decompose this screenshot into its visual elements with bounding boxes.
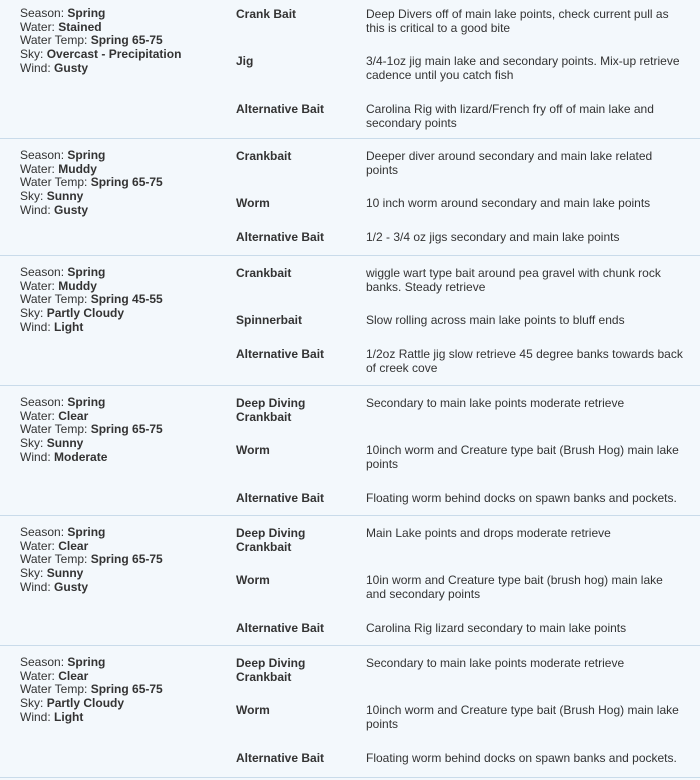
sky-value: Partly Cloudy: [46, 306, 125, 321]
season-label: Season:: [20, 655, 65, 669]
season-label: Season:: [20, 265, 65, 279]
bait-description: Carolina Rig with lizard/French fry off of main lake and secondary points: [366, 102, 654, 130]
bait-name: Crank Bait: [236, 7, 297, 21]
season-label: Season:: [20, 6, 65, 20]
bait-description: Carolina Rig lizard secondary to main lake points: [366, 621, 627, 635]
bait-description: 10inch worm and Creature type bait (Brush Hog) main lake points: [366, 703, 679, 731]
bait-description: Secondary to main lake points moderate retrieve: [366, 396, 625, 410]
table-row: [0, 516, 700, 646]
bait-description: 3/4-1oz jig main lake and secondary points. Mix-up retrieve cadence until you catch fish: [366, 54, 680, 82]
water-value: Clear: [58, 538, 89, 553]
conditions-cell: [20, 396, 163, 465]
water-label: Water:: [20, 161, 55, 176]
bait-description: wiggle wart type bait around pea gravel with chunk rock banks. Steady retrieve: [366, 266, 661, 294]
water-label: Water:: [20, 408, 55, 423]
bait-name: Crankbait: [236, 266, 292, 280]
bait-description: Main Lake points and drops moderate retrieve: [366, 526, 611, 540]
water-temp-value: Spring 65-75: [90, 175, 163, 190]
sky-label: Sky:: [20, 306, 44, 321]
wind-label: Wind:: [20, 709, 51, 724]
conditions-cell: [20, 266, 163, 335]
water-temp-value: Spring 65-75: [90, 682, 163, 697]
bait-description: Secondary to main lake points moderate retrieve: [366, 656, 625, 670]
wind-value: Moderate: [54, 449, 108, 464]
water-label: Water:: [20, 668, 55, 683]
conditions-cell: [20, 656, 163, 725]
bait-description: 1/2oz Rattle jig slow retrieve 45 degree banks towards back of creek cove: [366, 347, 683, 375]
bait-name: Worm: [236, 196, 270, 210]
water-temp-label: Water Temp:: [20, 33, 88, 48]
water-value: Stained: [58, 19, 102, 34]
table-row: [0, 0, 700, 139]
bait-name: Deep Diving Crankbait: [236, 396, 306, 424]
bait-name: Deep Diving Crankbait: [236, 656, 306, 684]
sky-label: Sky:: [20, 47, 44, 62]
table-row: [0, 256, 700, 386]
water-temp-value: Spring 65-75: [90, 422, 163, 437]
wind-value: Gusty: [54, 579, 89, 594]
bait-description: Deeper diver around secondary and main lake related points: [366, 149, 653, 177]
water-label: Water:: [20, 278, 55, 293]
bait-description: Deep Divers off of main lake points, check current pull as this is critical to a good bite: [366, 7, 669, 35]
bait-name: Alternative Bait: [236, 230, 325, 244]
water-temp-label: Water Temp:: [20, 292, 88, 307]
sky-value: Sunny: [46, 189, 84, 204]
conditions-cell: [20, 7, 181, 76]
bait-name: Alternative Bait: [236, 621, 325, 635]
season-label: Season:: [20, 525, 65, 539]
wind-label: Wind:: [20, 319, 51, 334]
water-label: Water:: [20, 19, 55, 34]
bait-name: Alternative Bait: [236, 102, 325, 116]
season-value: Spring: [67, 265, 106, 279]
water-value: Muddy: [58, 161, 97, 176]
wind-label: Wind:: [20, 579, 51, 594]
season-value: Spring: [67, 525, 106, 539]
wind-value: Gusty: [54, 202, 89, 217]
water-value: Clear: [58, 668, 89, 683]
sky-label: Sky:: [20, 566, 44, 581]
water-temp-label: Water Temp:: [20, 682, 88, 697]
season-value: Spring: [67, 395, 106, 409]
wind-value: Gusty: [54, 60, 89, 75]
water-temp-label: Water Temp:: [20, 175, 88, 190]
wind-value: Light: [54, 709, 84, 724]
sky-value: Sunny: [46, 566, 84, 581]
wind-value: Light: [54, 319, 84, 334]
sky-label: Sky:: [20, 189, 44, 204]
table-row: [0, 386, 700, 516]
water-temp-value: Spring 65-75: [90, 33, 163, 48]
bait-description: Floating worm behind docks on spawn banks and pockets.: [366, 751, 677, 765]
season-value: Spring: [67, 6, 106, 20]
wind-label: Wind:: [20, 449, 51, 464]
bait-name: Alternative Bait: [236, 751, 325, 765]
wind-label: Wind:: [20, 60, 51, 75]
conditions-cell: [20, 149, 163, 218]
season-value: Spring: [67, 655, 106, 669]
water-temp-value: Spring 45-55: [90, 292, 163, 307]
wind-label: Wind:: [20, 202, 51, 217]
water-temp-value: Spring 65-75: [90, 552, 163, 567]
bait-description: Slow rolling across main lake points to bluff ends: [366, 313, 625, 327]
bait-name: Worm: [236, 703, 270, 717]
season-label: Season:: [20, 395, 65, 409]
conditions-cell: [20, 526, 163, 595]
bait-description: 10inch worm and Creature type bait (Brush Hog) main lake points: [366, 443, 679, 471]
table-row: [0, 646, 700, 778]
bait-name: Crankbait: [236, 149, 292, 163]
sky-value: Overcast - Precipitation: [46, 47, 182, 62]
bait-name: Worm: [236, 573, 270, 587]
bait-name: Jig: [236, 54, 254, 68]
sky-label: Sky:: [20, 436, 44, 451]
bait-description: 10 inch worm around secondary and main lake points: [366, 196, 651, 210]
water-value: Muddy: [58, 278, 97, 293]
bait-name: Spinnerbait: [236, 313, 303, 327]
water-label: Water:: [20, 538, 55, 553]
sky-value: Sunny: [46, 436, 84, 451]
bait-description: 1/2 - 3/4 oz jigs secondary and main lake points: [366, 230, 620, 244]
bait-name: Worm: [236, 443, 270, 457]
water-temp-label: Water Temp:: [20, 552, 88, 567]
season-label: Season:: [20, 148, 65, 162]
water-temp-label: Water Temp:: [20, 422, 88, 437]
bait-name: Alternative Bait: [236, 347, 325, 361]
bait-name: Deep Diving Crankbait: [236, 526, 306, 554]
sky-value: Partly Cloudy: [46, 696, 125, 711]
sky-label: Sky:: [20, 696, 44, 711]
water-value: Clear: [58, 408, 89, 423]
season-value: Spring: [67, 148, 106, 162]
table-row: [0, 139, 700, 256]
bait-description: 10in worm and Creature type bait (brush hog) main lake and secondary points: [366, 573, 663, 601]
bait-description: Floating worm behind docks on spawn banks and pockets.: [366, 491, 677, 505]
bait-name: Alternative Bait: [236, 491, 325, 505]
